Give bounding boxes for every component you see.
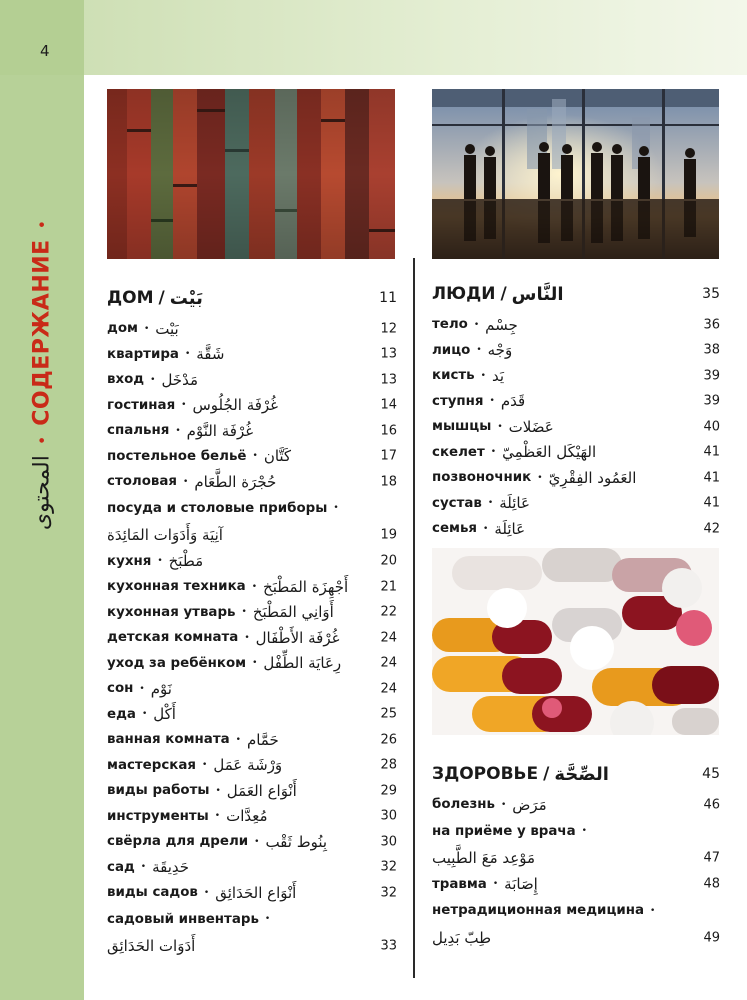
toc-item[interactable] xyxy=(107,625,397,651)
page-ref: 26 xyxy=(380,732,397,748)
toc-item-ru: мышцы xyxy=(432,419,492,435)
bullet-separator: • xyxy=(215,785,221,796)
page-ref: 11 xyxy=(379,290,397,306)
toc-item-ru: уход за ребёнком xyxy=(107,655,247,671)
page-ref: 41 xyxy=(703,444,720,460)
page-ref: 36 xyxy=(703,317,720,333)
side-title-bullet: • xyxy=(32,435,52,446)
toc-item-ar: أَنْوَاع الحَدَائِق xyxy=(215,883,297,902)
toc-item[interactable] xyxy=(432,897,720,924)
page-ref: 40 xyxy=(703,419,720,435)
page-ref: 30 xyxy=(380,808,397,824)
toc-section-people xyxy=(432,278,720,542)
page-ref: 13 xyxy=(380,372,397,388)
toc-item-ru: посуда и столовые приборы xyxy=(107,500,328,516)
toc-item-ar: عَائِلَة xyxy=(494,519,526,538)
toc-item-ar: أَدَوَات الحَدَائِق xyxy=(107,937,196,955)
toc-item-ar: مَرَض xyxy=(512,795,547,814)
toc-item-ar: مَدْخَل xyxy=(161,370,198,389)
toc-item[interactable] xyxy=(107,829,397,855)
toc-item[interactable] xyxy=(107,702,397,728)
page-ref: 24 xyxy=(380,681,397,697)
toc-item-ar: نَوْم xyxy=(150,679,172,698)
toc-item[interactable] xyxy=(432,465,720,491)
bullet-separator: • xyxy=(480,370,486,381)
toc-item-ru: виды работы xyxy=(107,783,210,799)
bullet-separator: • xyxy=(487,498,494,509)
bullet-separator: • xyxy=(483,523,489,534)
toc-item-ar: أَنْوَاع العَمَل xyxy=(226,781,297,800)
toc-item-ar: يَد xyxy=(491,366,505,385)
toc-item[interactable] xyxy=(107,574,397,600)
toc-item[interactable] xyxy=(432,363,720,389)
toc-item-ru: позвоночник xyxy=(432,470,532,486)
page-ref: 25 xyxy=(380,706,397,722)
side-title-russian: СОДЕРЖАНИЕ xyxy=(29,239,55,426)
page-ref: 49 xyxy=(703,930,720,945)
toc-section-home xyxy=(107,282,397,960)
bullet-separator: • xyxy=(252,451,258,462)
toc-item[interactable] xyxy=(107,600,397,626)
bullet-separator: • xyxy=(492,879,499,890)
side-title xyxy=(30,220,55,530)
bullet-separator: • xyxy=(473,319,480,330)
toc-item[interactable] xyxy=(432,440,720,466)
toc-section-health xyxy=(432,758,720,951)
toc-item-continuation[interactable] xyxy=(432,845,720,872)
pills-image xyxy=(432,548,719,735)
toc-item[interactable] xyxy=(432,491,720,517)
section-title-ru: ЗДОРОВЬЕ xyxy=(432,764,539,784)
page-ref: 42 xyxy=(703,521,720,537)
toc-item[interactable] xyxy=(107,855,397,881)
bullet-separator: • xyxy=(184,349,191,360)
bullet-separator: • xyxy=(235,734,241,745)
bullet-separator: • xyxy=(203,887,210,898)
toc-item[interactable] xyxy=(107,778,397,804)
toc-item-ru: болезнь xyxy=(432,797,495,813)
page-number: 4 xyxy=(40,42,50,60)
slash-separator: / xyxy=(158,288,165,308)
toc-item-ar: أَوَانِي المَطْبَخ xyxy=(252,603,334,622)
page-ref: 46 xyxy=(703,797,720,813)
toc-item-continuation[interactable] xyxy=(107,933,397,960)
toc-item-ru: дом xyxy=(107,321,138,337)
toc-item[interactable] xyxy=(107,342,397,368)
section-title-ar: بَيْت xyxy=(169,287,203,309)
people-items-list xyxy=(432,312,720,542)
page-ref: 13 xyxy=(380,346,397,362)
toc-item[interactable] xyxy=(107,906,397,933)
page-ref: 32 xyxy=(380,859,397,875)
page-ref: 19 xyxy=(380,527,397,543)
toc-item-ar: العَمُود الفِقْرِيّ xyxy=(548,468,637,487)
bullet-separator: • xyxy=(650,905,656,916)
toc-item-ru: на приёме у врача xyxy=(432,823,576,839)
toc-item-ar: إِصَابَة xyxy=(504,875,538,894)
page-ref: 14 xyxy=(380,397,397,413)
toc-item-ar: مَوْعِد مَعَ الطَّبِيب xyxy=(432,849,535,867)
page-ref: 41 xyxy=(703,495,720,511)
page-ref: 33 xyxy=(380,938,397,954)
toc-item[interactable] xyxy=(107,495,397,522)
toc-item-ar: غُرْفَة النَّوْم xyxy=(186,421,254,440)
toc-item-ru: спальня xyxy=(107,423,170,439)
page-number-box xyxy=(0,0,84,75)
side-title-arabic: المحتوى xyxy=(29,455,55,531)
bullet-separator: • xyxy=(141,709,148,720)
business-people-image xyxy=(432,89,719,259)
toc-item[interactable] xyxy=(107,651,397,677)
toc-item-ru: кухонная утварь xyxy=(107,604,236,620)
section-title-ru: ДОМ xyxy=(107,288,154,308)
toc-item-ru: лицо xyxy=(432,342,471,358)
side-band xyxy=(0,75,84,1000)
top-band xyxy=(0,0,747,75)
bullet-separator: • xyxy=(139,683,145,694)
page-ref: 39 xyxy=(703,393,720,409)
bullet-separator: • xyxy=(489,396,495,407)
toc-item-ru: садовый инвентарь xyxy=(107,911,259,927)
bullet-separator: • xyxy=(244,632,250,643)
bullet-separator: • xyxy=(183,476,189,487)
toc-item-ar: حَدِيقَة xyxy=(152,858,190,877)
wood-planks-illustration xyxy=(107,89,395,259)
section-header-people[interactable] xyxy=(432,278,720,310)
toc-item-ru: ванная комната xyxy=(107,732,230,748)
toc-item[interactable] xyxy=(107,804,397,830)
toc-item[interactable] xyxy=(107,444,397,470)
bullet-separator: • xyxy=(497,421,503,432)
toc-item-ru: столовая xyxy=(107,474,178,490)
slash-separator: / xyxy=(543,764,550,784)
toc-item[interactable] xyxy=(107,727,397,753)
page-ref: 22 xyxy=(380,604,397,620)
page-ref: 35 xyxy=(702,286,720,302)
business-people-illustration xyxy=(432,89,719,259)
page-ref: 47 xyxy=(703,850,720,866)
section-title-ar: الصِّحَّة xyxy=(554,763,609,785)
page-ref: 21 xyxy=(380,579,397,595)
toc-item-ru: сад xyxy=(107,859,135,875)
toc-item[interactable] xyxy=(107,418,397,444)
bullet-separator: • xyxy=(333,503,339,513)
toc-item[interactable] xyxy=(107,393,397,419)
toc-item-ru: гостиная xyxy=(107,397,176,413)
page-ref: 41 xyxy=(703,470,720,486)
toc-item-ru: постельное бельё xyxy=(107,448,247,464)
toc-item-ru: инструменты xyxy=(107,808,209,824)
page-ref: 16 xyxy=(380,423,397,439)
column-divider xyxy=(413,258,415,978)
toc-item-ru: ступня xyxy=(432,393,484,409)
toc-item-ar: حُجْرَة الطَّعَام xyxy=(194,472,277,491)
bullet-separator: • xyxy=(500,799,507,810)
bullet-separator: • xyxy=(251,581,258,592)
toc-item-ru: виды садов xyxy=(107,885,198,901)
toc-item[interactable] xyxy=(107,753,397,779)
toc-item-ar: بَيْت xyxy=(155,319,179,338)
bullet-separator: • xyxy=(254,836,260,847)
toc-item[interactable] xyxy=(432,516,720,542)
toc-item-ar: عَضَلات xyxy=(508,417,554,436)
toc-item-ar: غُرْفَة الجُلُوس xyxy=(192,396,279,415)
page-ref: 20 xyxy=(380,553,397,569)
slash-separator: / xyxy=(500,284,507,304)
side-title-bullet-2: • xyxy=(32,219,52,230)
health-items-list xyxy=(432,792,720,951)
toc-item-ru: тело xyxy=(432,317,468,333)
bullet-separator: • xyxy=(140,862,147,873)
toc-item[interactable] xyxy=(107,316,397,342)
toc-item[interactable] xyxy=(432,414,720,440)
toc-item-ar: قَدَم xyxy=(500,392,526,411)
toc-item-ru: кисть xyxy=(432,368,475,384)
page-ref: 24 xyxy=(380,630,397,646)
toc-item-ru: мастерская xyxy=(107,757,197,773)
toc-item-ru: сустав xyxy=(432,495,482,511)
toc-item-ru: квартира xyxy=(107,346,179,362)
page-ref: 38 xyxy=(703,342,720,358)
page-ref: 28 xyxy=(380,757,397,773)
pills-illustration xyxy=(432,548,719,735)
toc-item-continuation[interactable] xyxy=(107,522,397,549)
section-header-health[interactable] xyxy=(432,758,720,790)
toc-item[interactable] xyxy=(432,792,720,818)
toc-item-ru: сон xyxy=(107,681,134,697)
toc-item-ar: أَكْل xyxy=(153,705,176,724)
bullet-separator: • xyxy=(181,400,187,411)
toc-item-ru: скелет xyxy=(432,444,485,460)
page-ref: 39 xyxy=(703,368,720,384)
page-ref: 24 xyxy=(380,655,397,671)
toc-item-ar: عَائِلَة xyxy=(499,494,530,513)
bullet-separator: • xyxy=(150,374,156,385)
toc-item[interactable] xyxy=(107,549,397,575)
toc-item[interactable] xyxy=(107,880,397,906)
bullet-separator: • xyxy=(202,760,208,771)
page-ref: 17 xyxy=(380,448,397,464)
toc-item-ar: بِنُوط ثَقْب xyxy=(265,832,328,851)
toc-item[interactable] xyxy=(432,818,720,845)
toc-item-ru: кухонная техника xyxy=(107,579,246,595)
toc-item-ru: кухня xyxy=(107,553,152,569)
toc-item-ru: вход xyxy=(107,372,145,388)
toc-item[interactable] xyxy=(432,338,720,364)
toc-item-ru: свёрла для дрели xyxy=(107,834,249,850)
page-ref: 30 xyxy=(380,834,397,850)
bullet-separator: • xyxy=(214,811,221,822)
toc-item-ar: طِبّ بَدِيل xyxy=(432,928,492,947)
bullet-separator: • xyxy=(264,914,271,924)
toc-item-ar: حَمَّام xyxy=(246,730,279,749)
toc-item-ar: مُعِدَّات xyxy=(226,807,268,826)
home-items-list xyxy=(107,316,397,960)
toc-item-ar: غُرْفَة الأَطْفَال xyxy=(255,628,340,647)
toc-item-ru: нетрадиционная медицина xyxy=(432,903,645,918)
bullet-separator: • xyxy=(476,345,482,356)
bullet-separator: • xyxy=(143,323,150,334)
page-ref: 12 xyxy=(380,321,397,337)
toc-item-ru: детская комната xyxy=(107,630,239,646)
toc-item-ar: وَجْه xyxy=(487,341,513,360)
bullet-separator: • xyxy=(490,447,497,458)
toc-item[interactable] xyxy=(432,872,720,898)
toc-item-ru: еда xyxy=(107,706,136,722)
toc-item[interactable] xyxy=(432,312,720,338)
toc-item[interactable] xyxy=(107,367,397,393)
toc-item-ru: семья xyxy=(432,521,478,537)
wood-planks-image xyxy=(107,89,395,259)
toc-item-ar: أَجْهِزَة المَطْبَخ xyxy=(263,577,349,596)
page-ref: 48 xyxy=(703,876,720,892)
section-title-ru: ЛЮДИ xyxy=(432,284,496,304)
toc-item[interactable] xyxy=(107,469,397,495)
bullet-separator: • xyxy=(175,425,181,436)
toc-item-ar: جِسْم xyxy=(485,315,518,334)
page-ref: 32 xyxy=(380,885,397,901)
toc-item[interactable] xyxy=(432,389,720,415)
section-title-ar: النَّاس xyxy=(511,283,564,305)
toc-item[interactable] xyxy=(107,676,397,702)
section-header-home[interactable] xyxy=(107,282,397,314)
toc-item-ar: مَطْبَخ xyxy=(168,552,204,571)
toc-item-ar: آنِيَة وَأَدَوَات المَائِدَة xyxy=(107,526,223,544)
bullet-separator: • xyxy=(241,607,247,618)
bullet-separator: • xyxy=(581,826,587,836)
bullet-separator: • xyxy=(537,472,543,483)
bullet-separator: • xyxy=(252,658,258,669)
toc-item-ar: وَرْشَة عَمَل xyxy=(213,756,283,775)
toc-item-ar: كَتَّان xyxy=(263,447,292,466)
toc-item-ar: الهَيْكَل العَظْمِيّ xyxy=(502,443,597,462)
toc-item-ar: رِعَايَة الطِّفْل xyxy=(263,654,342,673)
bullet-separator: • xyxy=(157,556,163,567)
toc-item-ar: شَقَّة xyxy=(196,345,225,364)
toc-item-ru: травма xyxy=(432,876,487,892)
page-ref: 45 xyxy=(702,766,720,782)
page-ref: 18 xyxy=(380,474,397,490)
toc-item-continuation[interactable] xyxy=(432,924,720,951)
page-ref: 29 xyxy=(380,783,397,799)
